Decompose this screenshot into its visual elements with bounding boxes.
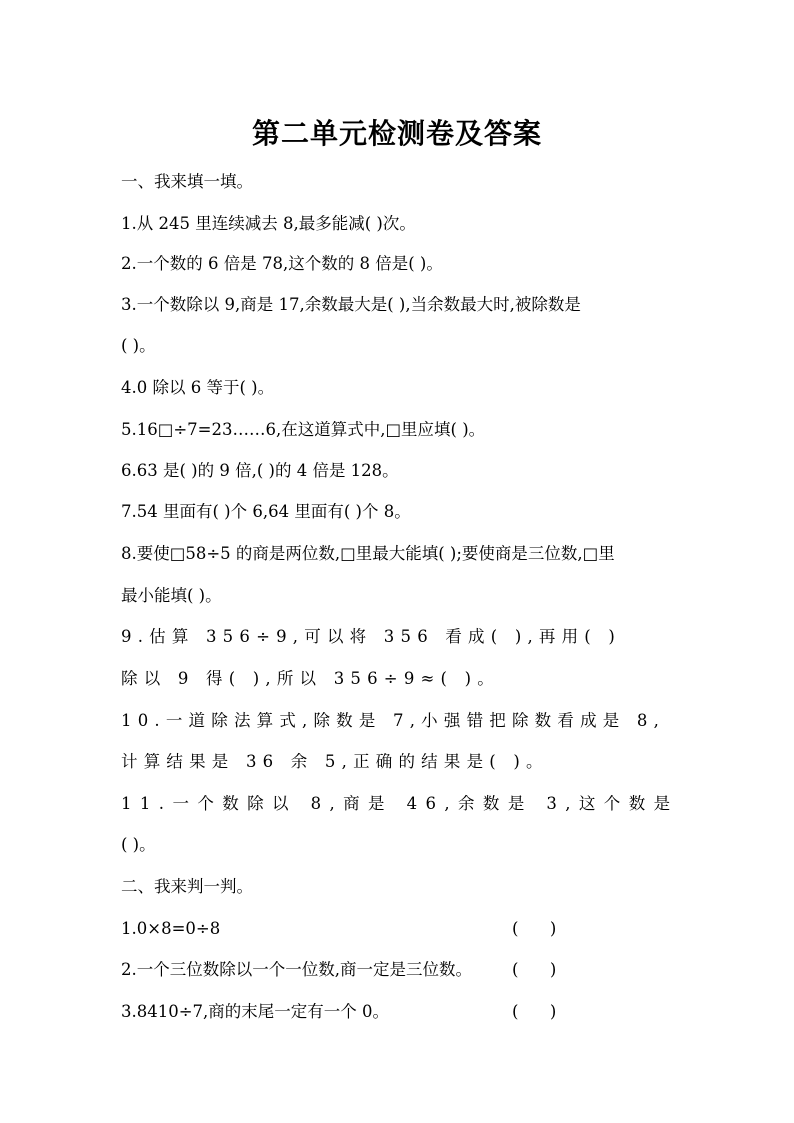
page-title: 第二单元检测卷及答案 [251,117,542,150]
judge-2-text: 2.一个三位数除以一个一位数,商一定是三位数。 [121,960,472,979]
question-8: 8.要使□58÷5 的商是两位数,□里最大能填( );要使商是三位数,□里 [121,544,615,563]
question-11: 11.一个数除以 8,商是 46,余数是 3,这个数是 [121,794,679,813]
question-1: 1.从 245 里连续减去 8,最多能减( )次。 [121,214,416,233]
question-9: 9.估算 356÷9,可以将 356 看成( ),再用( ) [121,627,622,646]
question-9-cont: 除以 9 得( ),所以 356÷9≈( )。 [121,669,500,688]
question-2: 2.一个数的 6 倍是 78,这个数的 8 倍是( )。 [121,254,443,273]
judge-1-text: 1.0×8=0÷8 [121,919,221,938]
question-3-cont: ( )。 [121,336,156,355]
question-5: 5.16□÷7=23……6,在这道算式中,□里应填( )。 [121,420,486,439]
question-4: 4.0 除以 6 等于( )。 [121,378,275,397]
question-3: 3.一个数除以 9,商是 17,余数最大是( ),当余数最大时,被除数是 [121,295,581,314]
judge-3-mark: ( ) [512,1002,557,1021]
judge-1-mark: ( ) [512,919,557,938]
question-7: 7.54 里面有( )个 6,64 里面有( )个 8。 [121,502,411,521]
section2-heading: 二、我来判一判。 [121,877,253,896]
judge-2-mark: ( ) [512,960,557,979]
question-11-cont: ( )。 [121,835,156,854]
judge-3-text: 3.8410÷7,商的末尾一定有一个 0。 [121,1002,390,1021]
section1-heading: 一、我来填一填。 [121,172,253,191]
question-8-cont: 最小能填( )。 [121,586,222,605]
question-10-cont: 计算结果是 36 余 5,正确的结果是( )。 [121,752,549,771]
question-10: 10.一道除法算式,除数是 7,小强错把除数看成是 8, [121,711,666,730]
question-6: 6.63 是( )的 9 倍,( )的 4 倍是 128。 [121,461,399,480]
